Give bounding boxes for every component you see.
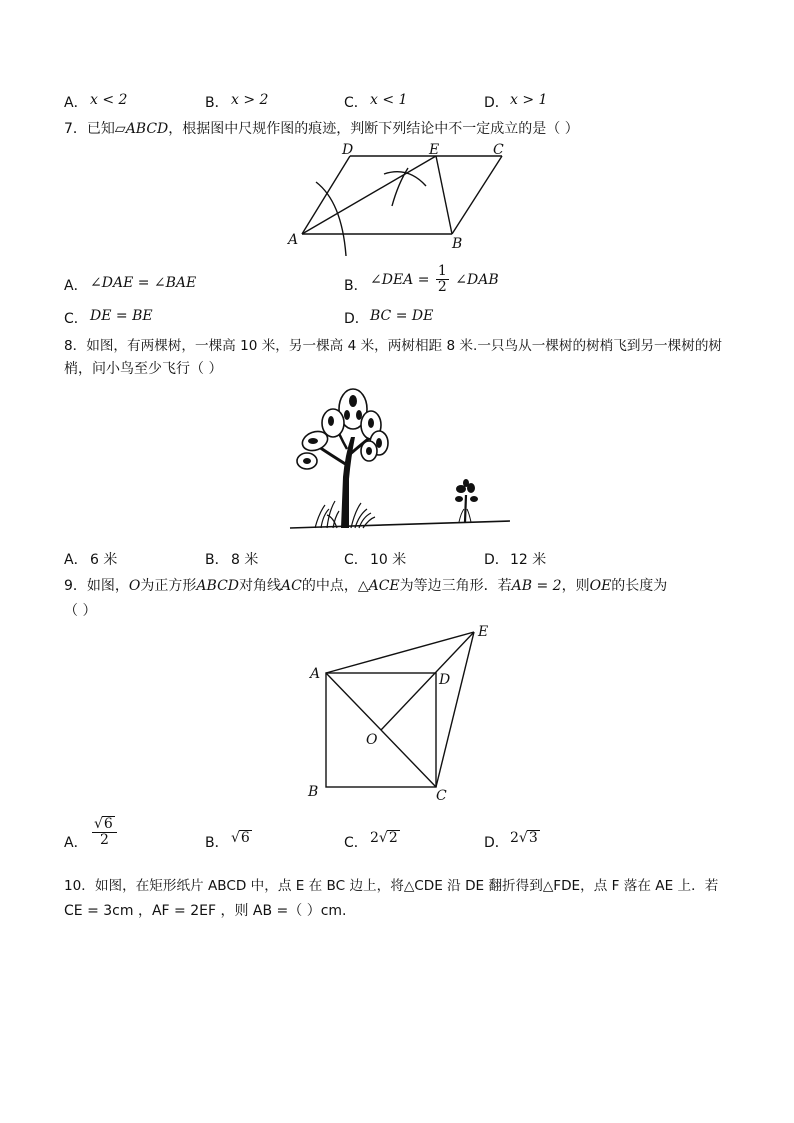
q9-label-c: C xyxy=(436,788,447,802)
q7-option-b-den: 2 xyxy=(437,279,447,296)
q9-stem-condition: AB = 2 xyxy=(511,578,562,594)
q7-label-a: A xyxy=(288,232,299,248)
q9-option-a-label: A． xyxy=(64,835,88,851)
q9-stem-o: O xyxy=(128,578,141,594)
q9-option-d-radicand: 3 xyxy=(528,830,538,846)
large-tree-illustration xyxy=(290,389,510,528)
q7-label-b: B xyxy=(452,236,463,252)
q9-option-a-den: 2 xyxy=(99,832,109,849)
q10-stem-line2: CE = 3cm ，AF = 2EF ，则 AB =（ ）cm. xyxy=(64,903,347,919)
q9-stem-line2: （ ） xyxy=(64,603,97,619)
q9-label-e: E xyxy=(478,624,489,640)
q7-stem-prefix: 7．已知 xyxy=(64,121,115,137)
q6-option-a-label: A． xyxy=(64,95,88,111)
q9-option-a-text xyxy=(90,816,119,849)
q7-option-c-text: DE = BE xyxy=(90,308,153,324)
q9-stem-ac: AC xyxy=(281,578,302,594)
q7-label-d: D xyxy=(342,142,354,158)
q7-option-a-text: ∠DAE = ∠BAE xyxy=(90,275,197,291)
q9-option-b-radicand: 6 xyxy=(240,830,250,846)
q9-label-b: B xyxy=(308,784,319,800)
q7-option-d-label: D． xyxy=(344,311,369,327)
q9-option-a-fraction: $\frac{√6}{2}$ xyxy=(92,816,117,849)
q7-option-d-text: BC = DE xyxy=(370,308,434,324)
q8-option-b-text: 8 米 xyxy=(231,552,259,568)
q7-option-b-text xyxy=(370,264,499,296)
q9-option-d-coef: 2 xyxy=(510,830,519,846)
q6-option-d-text: x > 1 xyxy=(510,92,548,108)
q6-option-a-text: x < 2 xyxy=(90,92,128,108)
q9-stem-mid1: 为正方形 xyxy=(140,578,197,594)
q9-option-b-label: B． xyxy=(205,835,229,851)
q6-option-c-text: x < 1 xyxy=(370,92,408,108)
q7-option-a-label: A． xyxy=(64,278,88,294)
q9-label-o: O xyxy=(366,732,378,748)
q7-stem-suffix: ，根据图中尺规作图的痕迹，判断下列结论中不一定成立的是（ ） xyxy=(168,121,579,137)
q8-option-d-label: D． xyxy=(484,552,509,568)
q9-stem-triangle: △ACE xyxy=(357,578,400,594)
q8-option-a-text: 6 米 xyxy=(90,552,118,568)
q9-stem-oe: OE xyxy=(589,578,612,594)
q8-option-c-label: C． xyxy=(344,552,368,568)
q7-label-c: C xyxy=(493,142,504,158)
q9-stem-line1 xyxy=(64,575,667,595)
q8-option-b-label: B． xyxy=(205,552,229,568)
q9-option-d-text: 2√3 xyxy=(510,830,538,846)
q8-trees-figure xyxy=(285,385,515,535)
q7-option-b-label: B． xyxy=(344,278,368,294)
q7-stem-symbol: ▱ABCD xyxy=(114,121,169,137)
q7-option-c-label: C． xyxy=(64,311,88,327)
q9-option-a-radicand: 6 xyxy=(103,816,113,832)
q9-stem-abcd: ABCD xyxy=(196,578,240,594)
q6-option-c-label: C． xyxy=(344,95,368,111)
q7-option-b-pre: ∠DEA = xyxy=(370,271,430,288)
q6-option-b-text: x > 2 xyxy=(231,92,269,108)
q9-option-d-label: D． xyxy=(484,835,509,851)
q9-option-b-text: √6 xyxy=(231,830,250,846)
q7-label-e: E xyxy=(429,142,440,158)
small-tree-illustration xyxy=(455,479,478,522)
q7-option-b-fraction xyxy=(436,264,449,296)
q8-option-d-text: 12 米 xyxy=(510,552,547,568)
q9-label-d: D xyxy=(439,672,451,688)
q9-label-a: A xyxy=(310,666,321,682)
q9-stem-mid4: 为等边三角形．若 xyxy=(399,578,512,594)
q7-stem xyxy=(64,118,579,138)
q9-option-c-radicand: 2 xyxy=(388,830,398,846)
q8-stem-line2: 梢，问小鸟至少飞行（ ） xyxy=(64,361,223,377)
q9-option-c-text: 2√2 xyxy=(370,830,398,846)
q9-stem-mid5: ，则 xyxy=(561,578,590,594)
q9-option-c-label: C． xyxy=(344,835,368,851)
q7-parallelogram-figure xyxy=(280,138,520,256)
q9-stem-end: 的长度为 xyxy=(611,578,668,594)
q9-stem-prefix: 9．如图， xyxy=(64,578,129,594)
q8-option-c-text: 10 米 xyxy=(370,552,407,568)
q10-stem-line1: 10．如图，在矩形纸片 ABCD 中，点 E 在 BC 边上，将△CDE 沿 DE 翻折得到△FDE，点 F 落在 AE 上．若 xyxy=(64,878,719,894)
q7-option-b-post: ∠DAB xyxy=(455,271,499,288)
q9-option-c-coef: 2 xyxy=(370,830,379,846)
q8-option-a-label: A． xyxy=(64,552,88,568)
q9-stem-mid2: 对角线 xyxy=(239,578,282,594)
q6-option-b-label: B． xyxy=(205,95,229,111)
q8-stem-line1: 8．如图，有两棵树，一棵高 10 米，另一棵高 4 米，两树相距 8 米.一只鸟从一棵树的树梢飞到另一棵树的树 xyxy=(64,338,723,354)
q9-stem-mid3: 的中点， xyxy=(301,578,358,594)
q6-option-d-label: D． xyxy=(484,95,509,111)
q7-option-b-num: 1 xyxy=(437,263,447,279)
q9-square-triangle-figure xyxy=(300,620,500,802)
